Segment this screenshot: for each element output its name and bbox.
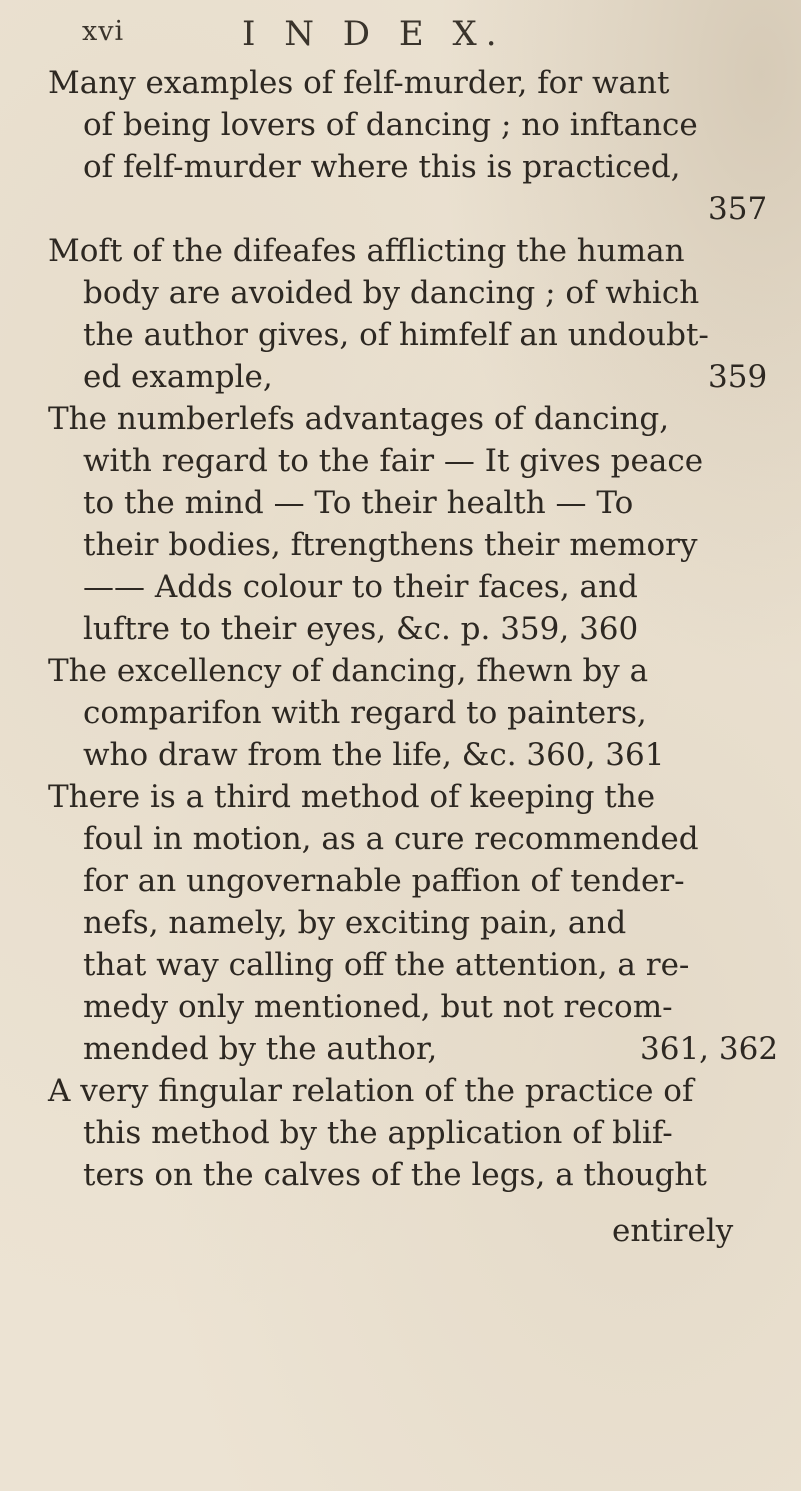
index-line [0, 608, 801, 650]
line-text: Many examples of felf-murder, for want [48, 65, 670, 101]
line-text: medy only mentioned, but not recom- [83, 989, 673, 1025]
index-line [0, 314, 801, 356]
index-line [0, 230, 801, 272]
line-text: the author gives, of himfelf an undoubt- [83, 317, 709, 353]
index-line [0, 356, 801, 398]
index-line [0, 440, 801, 482]
line-text: The numberlefs advantages of dancing, [48, 401, 670, 437]
line-text: that way calling off the attention, a re- [83, 947, 690, 983]
line-text: with regard to the fair — It gives peace [83, 443, 704, 479]
index-line [0, 860, 801, 902]
line-text: The excellency of dancing, fhewn by a [48, 653, 649, 689]
page-reference: 357 [708, 191, 768, 227]
line-text: comparifon with regard to painters, [83, 695, 647, 731]
line-text: body are avoided by dancing ; of which [83, 275, 700, 311]
index-line [0, 524, 801, 566]
line-text: ed example, [83, 359, 273, 395]
line-text: foul in motion, as a cure recommended [83, 821, 699, 857]
index-line [0, 902, 801, 944]
index-line [0, 818, 801, 860]
page-reference: 361, 362 [640, 1031, 779, 1067]
line-text: of being lovers of dancing ; no inftance [83, 107, 698, 143]
line-text: A very fingular relation of the practice of [48, 1073, 694, 1109]
index-line [0, 1112, 801, 1154]
index-line [0, 188, 801, 230]
index-line [0, 734, 801, 776]
index-entries [0, 62, 801, 1196]
page-folio: xvi [82, 16, 125, 47]
line-text: luftre to their eyes, &c. p. 359, 360 [83, 611, 639, 647]
line-text: for an ungovernable paffion of tender- [83, 863, 685, 899]
line-text: There is a third method of keeping the [48, 779, 656, 815]
index-line [0, 398, 801, 440]
catchword: entirely [612, 1213, 734, 1249]
line-text: who draw from the life, &c. 360, 361 [83, 737, 665, 773]
page-reference: 359 [708, 359, 768, 395]
index-line [0, 62, 801, 104]
line-text: to the mind — To their health — To [83, 485, 634, 521]
index-line [0, 482, 801, 524]
index-line [0, 566, 801, 608]
line-text: Moft of the difeafes afflicting the human [48, 233, 685, 269]
line-text: nefs, namely, by exciting pain, and [83, 905, 627, 941]
index-line [0, 1070, 801, 1112]
index-line [0, 104, 801, 146]
index-line [0, 1154, 801, 1196]
running-head [82, 14, 642, 60]
line-text: ters on the calves of the legs, a thought [83, 1157, 707, 1193]
index-line [0, 1028, 801, 1070]
line-text: mended by the author, [83, 1031, 438, 1067]
index-line [0, 692, 801, 734]
index-title: I N D E X. [242, 14, 506, 54]
index-line [0, 146, 801, 188]
index-line [0, 272, 801, 314]
index-line [0, 944, 801, 986]
index-line [0, 650, 801, 692]
line-text: their bodies, ftrengthens their memory [83, 527, 698, 563]
index-line [0, 986, 801, 1028]
line-text: this method by the application of blif- [83, 1115, 673, 1151]
index-line [0, 776, 801, 818]
line-text: of felf-murder where this is practiced, [83, 149, 681, 185]
line-text: —— Adds colour to their faces, and [83, 569, 638, 605]
